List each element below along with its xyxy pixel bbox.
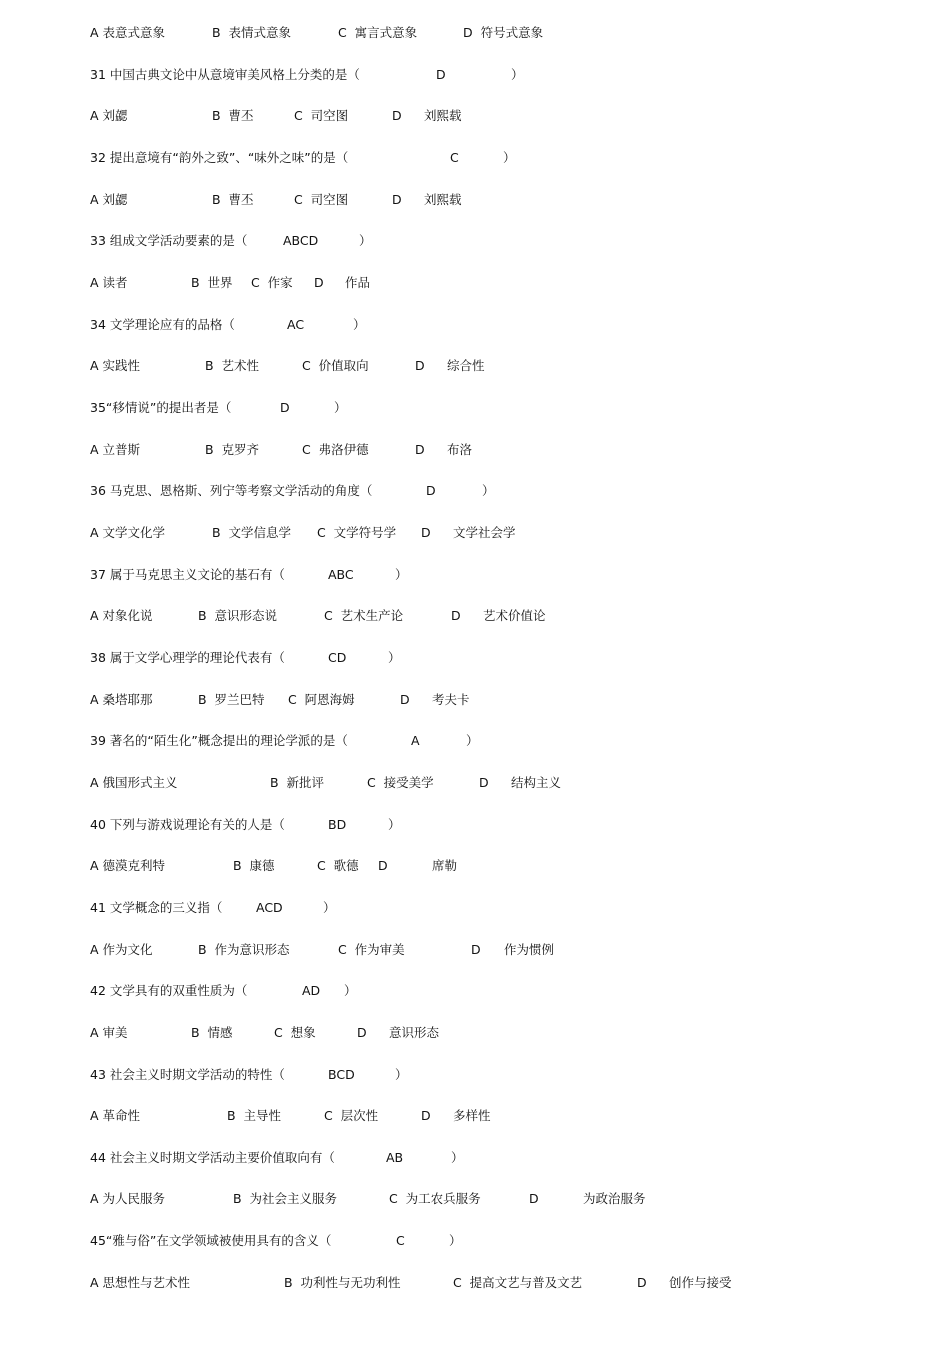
options-line (0, 191, 950, 209)
question-text: 31 中国古典文论中从意境审美风格上分类的是（ (90, 66, 360, 82)
option-text: D 符号式意象 (463, 25, 544, 40)
question-line (0, 232, 950, 250)
option-text: C 司空图 (294, 191, 349, 207)
question-line (0, 649, 950, 667)
option-text: A 德漠克利特 (90, 858, 166, 874)
option-text: C 接受美学 (367, 774, 434, 790)
option-text: D (400, 691, 410, 707)
closing-paren: ） (451, 1149, 464, 1165)
option-text: 综合性 (447, 358, 485, 374)
option-text: C 阿恩海姆 (288, 691, 355, 707)
option-text: C 作家 (251, 274, 293, 290)
option-text: B 表情式意象 (212, 25, 292, 40)
option-text: 作品 (345, 274, 371, 290)
answer-key: BD (328, 816, 347, 832)
option-text: B 为社会主义服务 (233, 1191, 338, 1207)
options-line (0, 1190, 950, 1208)
option-text: D (451, 608, 461, 624)
question-text: 40 下列与游戏说理论有关的人是（ (90, 816, 285, 832)
question-text: 44 社会主义时期文学活动主要价值取向有（ (90, 1149, 335, 1165)
options-line (0, 941, 950, 959)
option-text: B 意识形态说 (198, 608, 278, 624)
option-text: 意识形态 (389, 1024, 440, 1040)
question-text: 32 提出意境有“韵外之致”、“味外之味”的是（ (90, 149, 349, 165)
closing-paren: ） (323, 899, 336, 915)
option-text: C 文学符号学 (317, 524, 397, 540)
option-text: A 桑塔耶那 (90, 691, 153, 707)
closing-paren: ） (395, 566, 408, 582)
question-text: 37 属于马克思主义文论的基石有（ (90, 566, 285, 582)
options-line (0, 524, 950, 542)
options-line (0, 274, 950, 292)
option-text: A 表意式意象 (90, 25, 166, 40)
question-line (0, 982, 950, 1000)
option-text: A 读者 (90, 274, 128, 290)
option-text: A 作为文化 (90, 941, 153, 957)
option-text: C 层次性 (324, 1108, 379, 1124)
option-text: 刘熙载 (424, 191, 462, 207)
option-text: D (415, 358, 425, 374)
closing-paren: ） (353, 316, 366, 332)
question-text: 33 组成文学活动要素的是（ (90, 233, 248, 249)
closing-paren: ） (466, 733, 479, 749)
answer-key: AD (302, 983, 321, 999)
answer-key: AB (386, 1149, 404, 1165)
closing-paren: ） (334, 399, 347, 415)
question-text: 38 属于文学心理学的理论代表有（ (90, 649, 285, 665)
option-text: A 为人民服务 (90, 1191, 166, 1207)
option-text: D (529, 1191, 539, 1207)
option-text: 为政治服务 (583, 1191, 646, 1207)
closing-paren: ） (449, 1233, 462, 1249)
option-text: 布洛 (447, 441, 473, 457)
option-text: 创作与接受 (669, 1274, 732, 1290)
question-line (0, 1149, 950, 1167)
question-line (0, 816, 950, 834)
answer-key: C (396, 1233, 405, 1249)
option-text: D (421, 1108, 431, 1124)
option-text: A 实践性 (90, 358, 141, 374)
option-text: D (392, 108, 402, 124)
options-line (0, 1274, 950, 1292)
option-text: C 司空图 (294, 108, 349, 124)
question-line (0, 66, 950, 84)
options-line (0, 441, 950, 459)
option-text: B 艺术性 (205, 358, 260, 374)
option-text: A 立普斯 (90, 441, 141, 457)
closing-paren: ） (511, 66, 524, 82)
closing-paren: ） (503, 149, 516, 165)
option-text: B 作为意识形态 (198, 941, 290, 957)
question-line (0, 566, 950, 584)
option-text: D (479, 774, 489, 790)
option-text: 作为惯例 (504, 941, 555, 957)
closing-paren: ） (388, 649, 401, 665)
option-text: D (314, 274, 324, 290)
question-text: 35“移情说”的提出者是（ (90, 399, 232, 415)
question-line (0, 1066, 950, 1084)
answer-key: D (436, 66, 446, 82)
option-text: B 新批评 (270, 774, 325, 790)
option-text: B 主导性 (227, 1108, 282, 1124)
question-line (0, 732, 950, 750)
option-text: B 康德 (233, 858, 275, 874)
option-text: C 弗洛伊德 (302, 441, 369, 457)
answer-key: D (280, 399, 290, 415)
options-line (0, 107, 950, 125)
option-text: 文学社会学 (453, 524, 516, 540)
option-text: C 歌德 (317, 858, 359, 874)
option-text: 多样性 (453, 1108, 491, 1124)
option-text: A 审美 (90, 1024, 128, 1040)
option-text: A 刘勰 (90, 191, 128, 207)
options-line (0, 1107, 950, 1125)
closing-paren: ） (344, 983, 357, 999)
option-text: A 对象化说 (90, 608, 153, 624)
answer-key: A (411, 733, 420, 749)
closing-paren: ） (395, 1066, 408, 1082)
answer-key: BCD (328, 1066, 355, 1082)
option-text: 结构主义 (511, 774, 562, 790)
answer-key: C (450, 149, 459, 165)
option-text: C 寓言式意象 (338, 25, 418, 40)
closing-paren: ） (388, 816, 401, 832)
question-line (0, 1232, 950, 1250)
question-text: 34 文学理论应有的品格（ (90, 316, 235, 332)
option-text: C 作为审美 (338, 941, 405, 957)
options-line (0, 24, 950, 42)
answer-key: AC (287, 316, 305, 332)
answer-key: CD (328, 649, 347, 665)
options-line (0, 857, 950, 875)
options-line (0, 1024, 950, 1042)
question-line (0, 149, 950, 167)
option-text: C 价值取向 (302, 358, 369, 374)
option-text: 刘熙载 (424, 108, 462, 124)
option-text: D (637, 1274, 647, 1290)
option-text: C 艺术生产论 (324, 608, 404, 624)
options-line (0, 691, 950, 709)
option-text: 席勒 (432, 858, 458, 874)
question-line (0, 316, 950, 334)
option-text: B 罗兰巴特 (198, 691, 265, 707)
option-text: B 曹丕 (212, 191, 254, 207)
question-text: 43 社会主义时期文学活动的特性（ (90, 1066, 285, 1082)
option-text: A 文学文化学 (90, 524, 166, 540)
option-text: B 克罗齐 (205, 441, 260, 457)
option-text: B 情感 (191, 1024, 233, 1040)
question-line (0, 482, 950, 500)
options-line (0, 357, 950, 375)
option-text: C 为工农兵服务 (389, 1191, 481, 1207)
option-text: A 革命性 (90, 1108, 141, 1124)
option-text: D (471, 941, 481, 957)
question-line (0, 899, 950, 917)
options-line (0, 607, 950, 625)
question-text: 45“雅与俗”在文学领域被使用具有的含义（ (90, 1233, 332, 1249)
question-text: 36 马克思、恩格斯、列宁等考察文学活动的角度（ (90, 483, 373, 499)
answer-key: D (426, 483, 436, 499)
closing-paren: ） (482, 483, 495, 499)
option-text: D (392, 191, 402, 207)
option-text: B 曹丕 (212, 108, 254, 124)
option-text: B 文学信息学 (212, 524, 292, 540)
question-text: 41 文学概念的三义指（ (90, 899, 223, 915)
option-text: D (357, 1024, 367, 1040)
option-text: C 想象 (274, 1024, 316, 1040)
answer-key: ABCD (283, 233, 319, 249)
answer-key: ACD (256, 899, 283, 915)
option-text: 艺术价值论 (483, 608, 546, 624)
option-text: D (421, 524, 431, 540)
option-text: 考夫卡 (432, 691, 470, 707)
question-line (0, 399, 950, 417)
option-text: C 提高文艺与普及文艺 (453, 1274, 583, 1290)
option-text: B 世界 (191, 274, 233, 290)
answer-key: ABC (328, 566, 354, 582)
option-text: D (415, 441, 425, 457)
option-text: A 思想性与艺术性 (90, 1274, 191, 1290)
option-text: A 俄国形式主义 (90, 774, 178, 790)
closing-paren: ） (359, 233, 372, 249)
question-text: 42 文学具有的双重性质为（ (90, 983, 248, 999)
option-text: B 功利性与无功利性 (284, 1274, 401, 1290)
options-line (0, 774, 950, 792)
question-text: 39 著名的“陌生化”概念提出的理论学派的是（ (90, 733, 348, 749)
option-text: A 刘勰 (90, 108, 128, 124)
option-text: D (378, 858, 388, 874)
